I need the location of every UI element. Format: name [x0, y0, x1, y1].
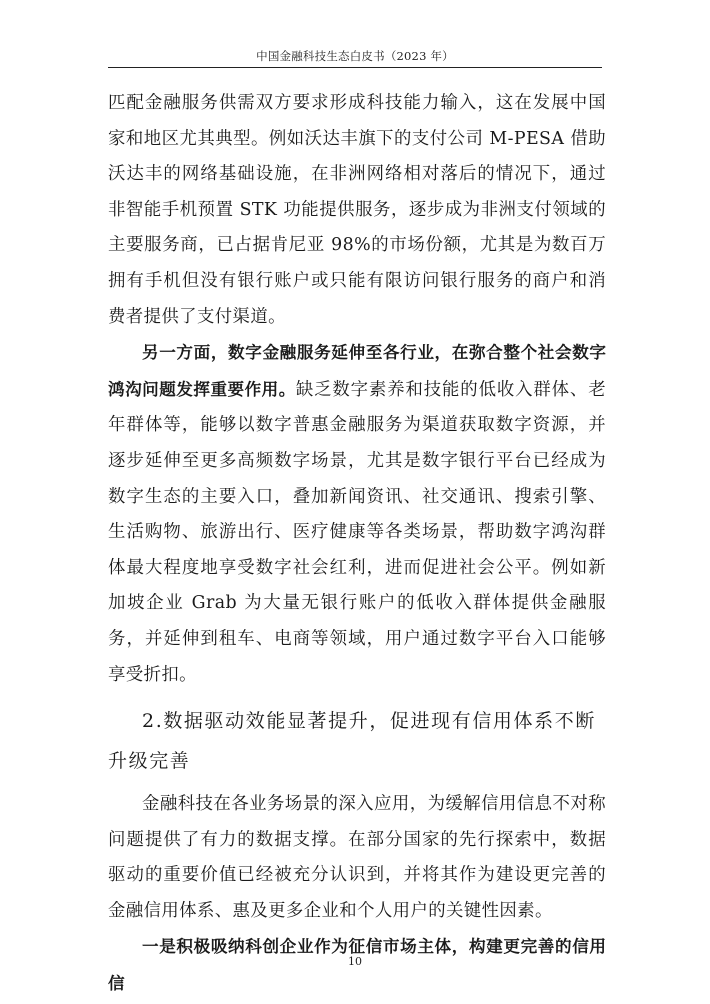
- page-number: 10: [348, 955, 362, 968]
- paragraph-text: 缺乏数字素养和技能的低收入群体、老年群体等，能够以数字普惠金融服务为渠道获取数字资源，并逐步延伸至更多高频数字场景，尤其是数字银行平台已经成为数字生态的主要入口，叠加新闻资讯、社交通讯、搜索引擎、生活购物、旅游出行、医疗健康等各类场景，帮助数字鸿沟群体最大程度地享受数字社会红利，进而促进社会公平。例如新加坡企业 Grab 为大量无银行账户的低收入群体提供金融服务，并延伸到租车、电商等领域，用户通过数字平台入口能够享受折扣。: [108, 379, 606, 685]
- paragraph-digital-inclusion: [108, 335, 606, 693]
- header-rule: [108, 67, 602, 68]
- paragraph-data-driven: [108, 787, 606, 929]
- paragraph-lead: 一是积极吸纳科创企业作为征信市场主体，构建更完善的信用信: [108, 937, 606, 994]
- paragraph-text: 匹配金融服务供需双方要求形成科技能力输入，这在发展中国家和地区尤其典型。例如沃达丰旗下的支付公司 M-PESA 借助沃达丰的网络基础设施，在非洲网络相对落后的情况下，通过非智能手机预置 STK 功能提供服务，逐步成为非洲支付领域的主要服务商，已占据肯尼亚 98%的市场份额，尤其是为数百万拥有手机但没有银行账户或只能有限访问银行服务的商户和消费者提供了支付渠道。: [108, 93, 606, 327]
- paragraph-continuation: [108, 86, 606, 335]
- paragraph-text: 金融科技在各业务场景的深入应用，为缓解信用信息不对称问题提供了有力的数据支撑。在部分国家的先行探索中，数据驱动的重要价值已经被充分认识到，并将其作为建设更完善的金融信用体系、惠及更多企业和个人用户的关键性因素。: [108, 794, 606, 921]
- body-text: [108, 86, 606, 1003]
- paragraph-lead: 另一方面，数字金融服务延伸至各行业，在弥合整个社会数字鸿沟问题发挥重要作用。: [108, 343, 606, 399]
- running-header: 中国金融科技生态白皮书（2023 年）: [256, 49, 454, 63]
- section-heading: 2.数据驱动效能显著提升，促进现有信用体系不断升级完善: [108, 710, 596, 773]
